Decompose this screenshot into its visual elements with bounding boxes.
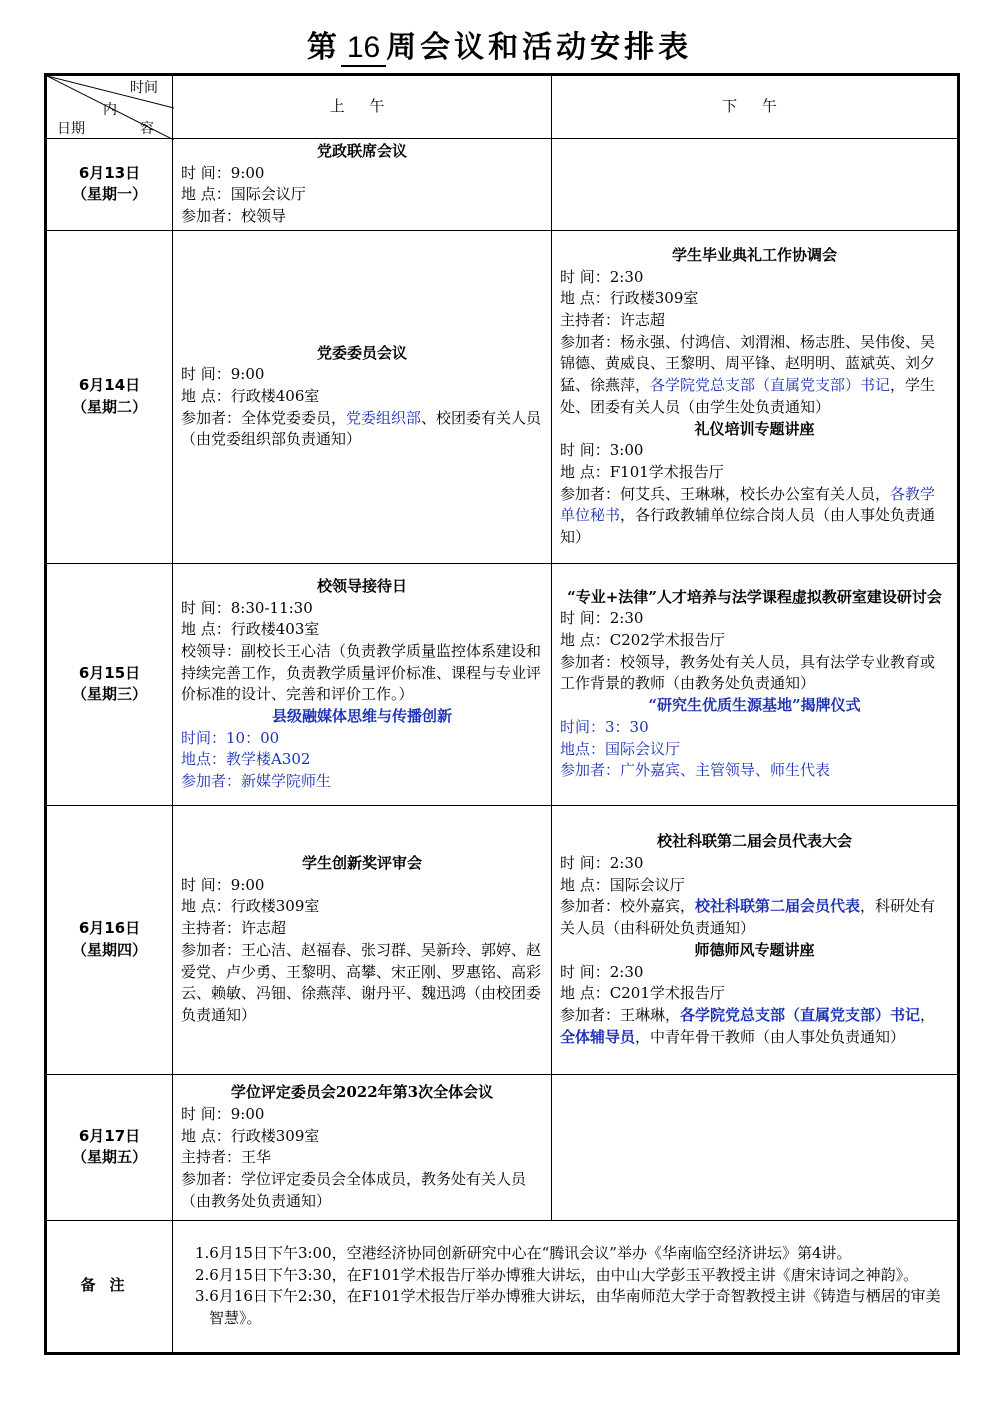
event-place: 地点：国际会议厅 xyxy=(560,739,681,758)
notes-cell xyxy=(173,1220,959,1353)
event-place: 地 点：C202学术报告厅 xyxy=(560,631,725,650)
date-cell xyxy=(46,230,173,563)
event-time: 时 间：8:30-11:30 xyxy=(181,598,313,617)
attendees-highlight: 校社科联第二届会员代表 xyxy=(695,897,861,916)
event-host: 主持者：王华 xyxy=(181,1148,272,1167)
attendees-text: 参加者：王琳琳， xyxy=(560,1005,681,1024)
note-item: 1.6月15日下午3:00，空港经济协同创新研究中心在“腾讯会议”举办《华南临空经济讲坛》第4讲。 xyxy=(195,1243,852,1262)
pm-cell xyxy=(552,230,959,563)
event-title: 师德师风专题讲座 xyxy=(694,940,815,959)
event-time: 时 间：9:00 xyxy=(181,163,265,182)
event-attendees xyxy=(560,896,949,939)
event-time: 时 间：2:30 xyxy=(560,854,644,872)
attendees-text: ，科研处有关人员（由科研处负责通知） xyxy=(560,897,936,938)
date-label: 6月13日 xyxy=(78,163,141,182)
event-attendees: 参加者：学位评定委员会全体成员，教务处有关人员（由教务处负责通知） xyxy=(181,1170,527,1210)
date-cell xyxy=(46,563,173,805)
date-cell xyxy=(46,805,173,1074)
attendees-text: ，学生处、团委有关人员（由学生处负责通知） xyxy=(560,376,936,416)
day-row-tue xyxy=(46,230,959,563)
pm-cell xyxy=(552,1074,959,1220)
note-item: 2.6月15日下午3:30，在F101学术报告厅举办博雅大讲坛，由中山大学彭玉平教授主讲《唐宋诗词之神韵》。 xyxy=(195,1265,919,1284)
event-attendees xyxy=(560,332,949,419)
event-attendees: 参加者：王心洁、赵福春、张习群、吴新玲、郭婷、赵爱党、卢少勇、王黎明、高攀、宋正刚、罗惠铭、高彩云、赖敏、冯钿、徐燕萍、谢丹平、魏迅鸿（由校团委负责通知） xyxy=(181,940,542,1024)
event-time: 时 间：9:00 xyxy=(181,365,265,384)
event-place: 地 点：行政楼406室 xyxy=(181,386,320,405)
event-attendees xyxy=(560,1005,949,1048)
event-leader: 校领导：副校长王心洁（负责教学质量监控体系建设和持续完善工作，负责教学质量评价标准、课程与专业评价标准的设计、完善和评价工作。） xyxy=(181,641,542,704)
note-item: 3.6月16日下午2:30，在F101学术报告厅举办博雅大讲坛，由华南师范大学于奇智教授主讲《铸造与栖居的审美智慧》。 xyxy=(195,1287,941,1328)
weekday-label: （星期四） xyxy=(71,940,147,959)
event-title: 党政联席会议 xyxy=(316,142,407,160)
diagonal-header-cell xyxy=(46,75,173,139)
event-place: 地 点：行政楼309室 xyxy=(181,1126,320,1145)
event-attendees: 参加者：校领导 xyxy=(181,207,287,226)
pm-cell xyxy=(552,139,959,231)
day-row-mon xyxy=(46,139,959,231)
day-row-thu xyxy=(46,805,959,1074)
notes-row xyxy=(46,1220,959,1353)
pm-cell xyxy=(552,805,959,1074)
weekday-label: （星期二） xyxy=(71,397,147,416)
event-attendees: 参加者：广外嘉宾、主管领导、师生代表 xyxy=(560,761,831,780)
header-morning: 上 午 xyxy=(173,75,552,139)
weekday-label: （星期五） xyxy=(71,1148,147,1167)
event-title: “专业+法律”人才培养与法学课程虚拟教研室建设研讨会 xyxy=(567,587,942,606)
attendees-text: ， xyxy=(920,1005,936,1024)
event-time: 时 间：2:30 xyxy=(560,267,644,286)
schedule-table xyxy=(44,73,960,1355)
event-attendees: 参加者：新媒学院师生 xyxy=(181,772,332,791)
attendees-text: ，各行政教辅单位综合岗人员（由人事处负责通知） xyxy=(560,506,936,547)
title-suffix: 周会议和活动安排表 xyxy=(386,30,693,65)
event-title: 党委委员会议 xyxy=(316,343,407,362)
event-host: 主持者：许志超 xyxy=(181,919,287,938)
event-place: 地 点：F101学术报告厅 xyxy=(560,462,724,481)
attendees-text: 参加者：全体党委委员， xyxy=(181,408,347,427)
event-place: 地 点：行政楼309室 xyxy=(560,289,699,308)
attendees-highlight: 全体辅导员 xyxy=(560,1027,636,1046)
day-row-wed xyxy=(46,563,959,805)
attendees-highlight: 各教学单位秘书 xyxy=(560,484,936,525)
attendees-text: ，中青年骨干教师（由人事处负责通知） xyxy=(635,1027,906,1046)
event-place: 地点：教学楼A302 xyxy=(181,750,311,769)
am-cell xyxy=(173,139,552,231)
am-cell xyxy=(173,563,552,805)
attendees-text: 参加者：杨永强、付鸿信、刘渭湘、杨志胜、吴伟俊、吴锦德、黄威良、王黎明、周平锋、赵明明、蓝斌英、刘夕猛、徐燕萍， xyxy=(560,332,936,395)
event-time: 时间：3：30 xyxy=(560,717,649,736)
event-time: 时 间：9:00 xyxy=(181,875,265,894)
weekday-label: （星期三） xyxy=(71,685,147,704)
attendees-text: 参加者：校外嘉宾， xyxy=(560,897,696,916)
date-label: 6月17日 xyxy=(78,1126,141,1145)
attendees-highlight: 各学院党总支部（直属党支部）书记 xyxy=(680,1005,921,1024)
attendees-highlight: 各学院党总支部（直属党支部）书记 xyxy=(650,376,891,395)
event-attendees xyxy=(560,484,949,549)
date-label: 6月14日 xyxy=(78,376,141,395)
date-label: 6月16日 xyxy=(78,919,141,938)
event-time: 时 间：2:30 xyxy=(560,609,644,628)
header-afternoon: 下 午 xyxy=(552,75,959,139)
header-content-label-2: 容 xyxy=(140,121,154,137)
event-title: 礼仪培训专题讲座 xyxy=(694,419,815,438)
header-content-label-1: 内 xyxy=(103,102,117,118)
am-cell xyxy=(173,805,552,1074)
event-title: 学生毕业典礼工作协调会 xyxy=(671,245,837,264)
event-title: 校社科联第二届会员代表大会 xyxy=(656,832,852,851)
day-row-fri xyxy=(46,1074,959,1220)
page-title xyxy=(0,22,999,67)
event-time: 时间：10：00 xyxy=(181,728,280,747)
weekday-label: （星期一） xyxy=(71,185,147,204)
event-attendees: 参加者：校领导，教务处有关人员，具有法学专业教育或工作背景的教师（由教务处负责通知） xyxy=(560,652,936,693)
am-cell xyxy=(173,230,552,563)
event-place: 地 点：行政楼309室 xyxy=(181,897,320,916)
event-time: 时 间：9:00 xyxy=(181,1104,265,1123)
date-cell xyxy=(46,139,173,231)
notes-label: 备注 xyxy=(46,1220,173,1353)
attendees-highlight: 党委组织部 xyxy=(346,408,422,427)
header-time-label: 时间 xyxy=(130,80,158,96)
week-number: 16 xyxy=(341,31,386,67)
event-attendees xyxy=(181,408,543,451)
event-place: 地 点：国际会议厅 xyxy=(181,185,306,204)
event-time: 时 间：2:30 xyxy=(560,962,644,981)
event-title: 学位评定委员会2022年第3次全体会议 xyxy=(230,1083,494,1102)
header-row xyxy=(46,75,959,139)
event-place: 地 点：C201学术报告厅 xyxy=(560,984,725,1003)
attendees-text: 参加者：何艾兵、王琳琳，校长办公室有关人员， xyxy=(560,484,891,503)
event-host: 主持者：许志超 xyxy=(560,311,666,329)
date-label: 6月15日 xyxy=(78,663,141,682)
title-prefix: 第 xyxy=(306,30,341,65)
event-place: 地 点：行政楼403室 xyxy=(181,620,320,639)
attendees-text: 、校团委有关人员（由党委组织部负责通知） xyxy=(181,408,542,449)
event-time: 时 间：3:00 xyxy=(560,441,644,460)
date-cell xyxy=(46,1074,173,1220)
event-place: 地 点：国际会议厅 xyxy=(560,875,685,894)
am-cell xyxy=(173,1074,552,1220)
event-title: 县级融媒体思维与传播创新 xyxy=(271,707,452,726)
event-title: “研究生优质生源基地”揭牌仪式 xyxy=(648,696,861,715)
pm-cell xyxy=(552,563,959,805)
event-title: 学生创新奖评审会 xyxy=(301,854,422,872)
event-title: 校领导接待日 xyxy=(316,576,407,595)
header-date-label: 日期 xyxy=(57,121,85,137)
